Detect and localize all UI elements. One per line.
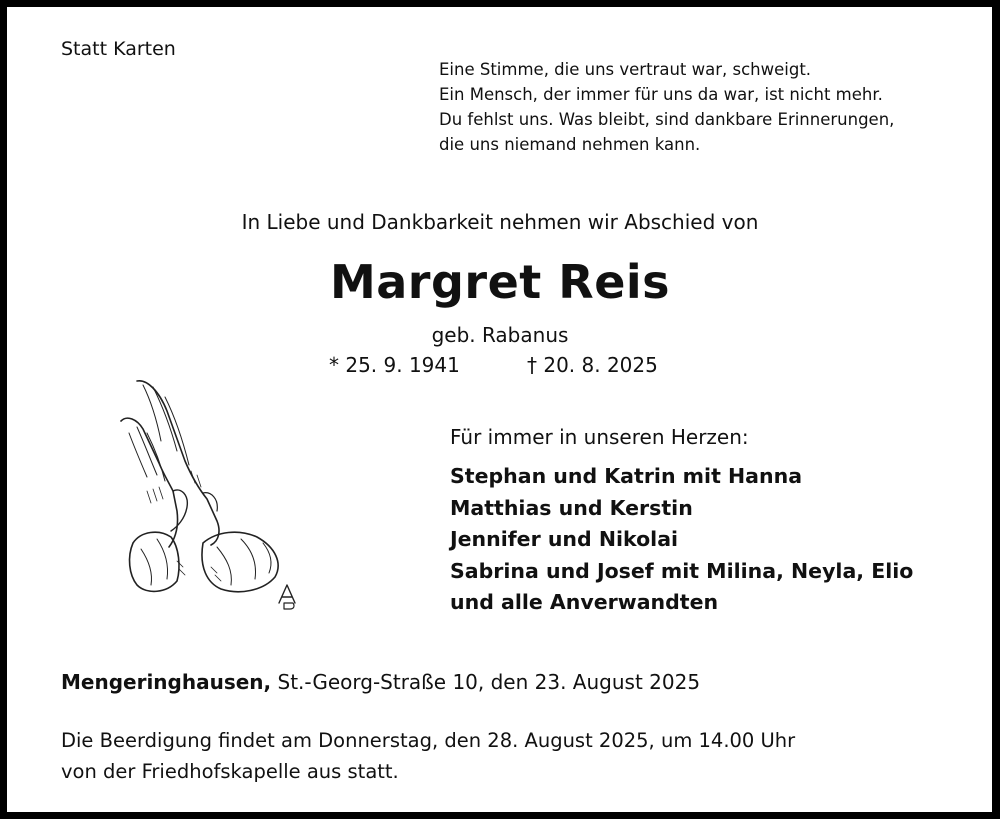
funeral-line: Die Beerdigung findet am Donnerstag, den 28. August 2025, um 14.00 Uhr xyxy=(61,729,796,752)
funeral-line: von der Friedhofskapelle aus statt. xyxy=(61,760,399,783)
mourners-heading: Für immer in unseren Herzen: xyxy=(450,425,749,449)
praying-hands-icon xyxy=(107,371,307,619)
mourner-line: Sabrina und Josef mit Milina, Neyla, Elio xyxy=(450,558,914,583)
poem xyxy=(439,57,894,157)
deceased-name: Margret Reis xyxy=(329,255,671,309)
address-line xyxy=(61,670,700,694)
address-town: Mengeringhausen, xyxy=(61,670,272,694)
farewell-intro: In Liebe und Dankbarkeit nehmen wir Abschied von xyxy=(241,210,759,234)
mourner-line: und alle Anverwandten xyxy=(450,590,719,614)
mourner-line: Stephan und Katrin mit Hanna xyxy=(450,464,803,488)
statt-karten-label: Statt Karten xyxy=(61,38,176,60)
poem-line: Eine Stimme, die uns vertraut war, schweigt. xyxy=(439,60,812,79)
mourners-list xyxy=(450,461,913,619)
death-date: † 20. 8. 2025 xyxy=(527,353,658,377)
poem-line: Ein Mensch, der immer für uns da war, ist nicht mehr. xyxy=(439,85,883,104)
poem-line: Du fehlst uns. Was bleibt, sind dankbare Erinnerungen, xyxy=(439,110,895,129)
maiden-name: geb. Rabanus xyxy=(431,323,569,347)
mourner-line: Jennifer und Nikolai xyxy=(450,527,679,551)
birth-date: * 25. 9. 1941 xyxy=(329,353,460,377)
poem-line: die uns niemand nehmen kann. xyxy=(439,135,701,154)
mourner-line: Matthias und Kerstin xyxy=(450,495,693,520)
funeral-info xyxy=(61,725,795,787)
address-details: St.-Georg-Straße 10, den 23. August 2025 xyxy=(271,670,701,694)
